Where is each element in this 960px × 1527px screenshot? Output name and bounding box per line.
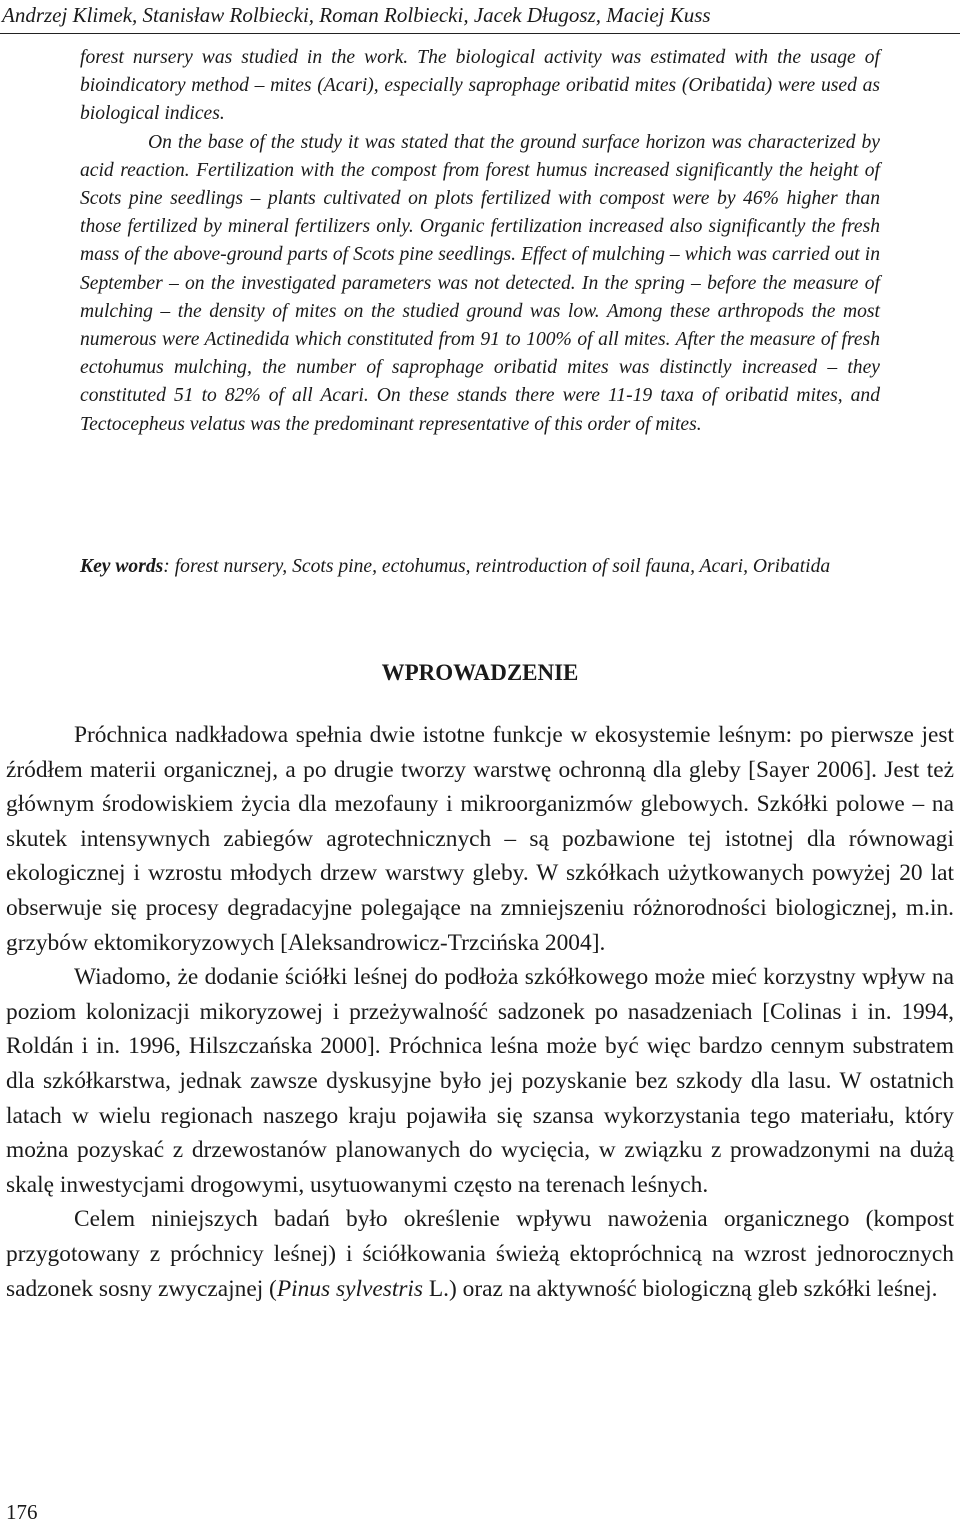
keywords-separator: : — [163, 556, 175, 577]
abstract — [80, 44, 880, 439]
page-number: 176 — [6, 1500, 38, 1524]
body-paragraph-3 — [6, 1202, 954, 1306]
keywords-text: forest nursery, Scots pine, ectohumus, reintroduction of soil fauna, Acari, Oribatida — [174, 556, 831, 577]
body-paragraph-2: Wiadomo, że dodanie ściółki leśnej do podłoża szkółkowego może mieć korzystny wpływ na poziom kolonizacji mikoryzowej i przeżywalność sadzonek po nasadzeniach [Colinas i in. 1994, Roldán i in. 1996, Hilszczańska 2000]. Próchnica leśna może być więc bardzo cennym substratem dla szkółkarstwa, jednak zawsze dyskusyjne było jej pozyskanie bez szkody dla lasu. W ostatnich latach w wielu regionach naszego kraju pojawiła się szansa wykorzystania tego materiału, który można pozyskać z drzewostanów planowanych do wycięcia, w związku z prowadzonymi na dużą skalę inwestycjami drogowymi, usytuowanymi często na terenach leśnych. — [6, 964, 954, 1198]
abstract-paragraph-2: On the base of the study it was stated that the ground surface horizon was characterized by acid reaction. Fertilization with the compost from forest humus increased significantly the height of Scots pine seedlings – plants cultivated on plots fertilized with compost were by 46% higher than those fertilized by mineral fertilizers only. Organic fertilization increased also significantly the fresh mass of the above-ground parts of Scots pine seedlings. Effect of mulching – which was carried out in September – on the investigated parameters was not detected. In the spring – before the measure of mulching – the density of mites on the studied ground was low. Among these arthropods the most numerous were Actinedida which constituted from 91 to 100% of all mites. After the measure of fresh ectohumus mulching, the number of saprophage oribatid mites was distinctly increased – they constituted 51 to 82% of all Acari. On these stands there were 11-19 taxa of oribatid mites, and Tectocepheus velatus was the predominant representative of this order of mites. — [80, 131, 880, 435]
body-paragraph-3-end: L.) oraz na aktywność biologiczną gleb szkółki leśnej. — [423, 1275, 938, 1302]
species-name: Pinus sylvestris — [276, 1275, 424, 1302]
introduction-body — [6, 718, 954, 1306]
keywords — [80, 553, 880, 581]
section-heading-introduction: WPROWADZENIE — [381, 660, 579, 685]
keywords-label: Key words — [80, 556, 164, 577]
body-paragraph-1: Próchnica nadkładowa spełnia dwie istotne funkcje w ekosystemie leśnym: po pierwsze jest źródłem materii organicznej, a po drugie tworzy warstwę ochronną dla gleby [Sayer 2006]. Jest też głównym środowiskiem życia dla mezofauny i mikroorganizmów glebowych. Szkółki polowe – na skutek intensywnych zabiegów agrotechnicznych – są pozbawione tej istotnej dla równowagi ekologicznej i wzrostu młodych drzew warstwy gleby. W szkółkach użytkowanych powyżej 20 lat obserwuje się procesy degradacyjne polegające na zmniejszeniu różnorodności biologicznej, m.in. grzybów ektomikoryzowych [Aleksandrowicz-Trzcińska 2004]. — [6, 722, 954, 956]
abstract-paragraph-1: forest nursery was studied in the work. The biological activity was estimated with the usage of bioindicatory method – mites (Acari), especially saprophage oribatid mites (Oribatida) were used as biological indices. — [80, 47, 880, 125]
body-paragraph-3-start: Celem niniejszych badań było określenie wpływu nawożenia organicznego (kompost przygotowany z próchnicy leśnej) i ściółkowania świeżą ektopróchnicą na wzrost jednorocznych sadzonek sosny zwyczajnej ( — [6, 1206, 954, 1302]
running-header-authors: Andrzej Klimek, Stanisław Rolbiecki, Roman Rolbiecki, Jacek Długosz, Maciej Kuss — [0, 0, 960, 34]
